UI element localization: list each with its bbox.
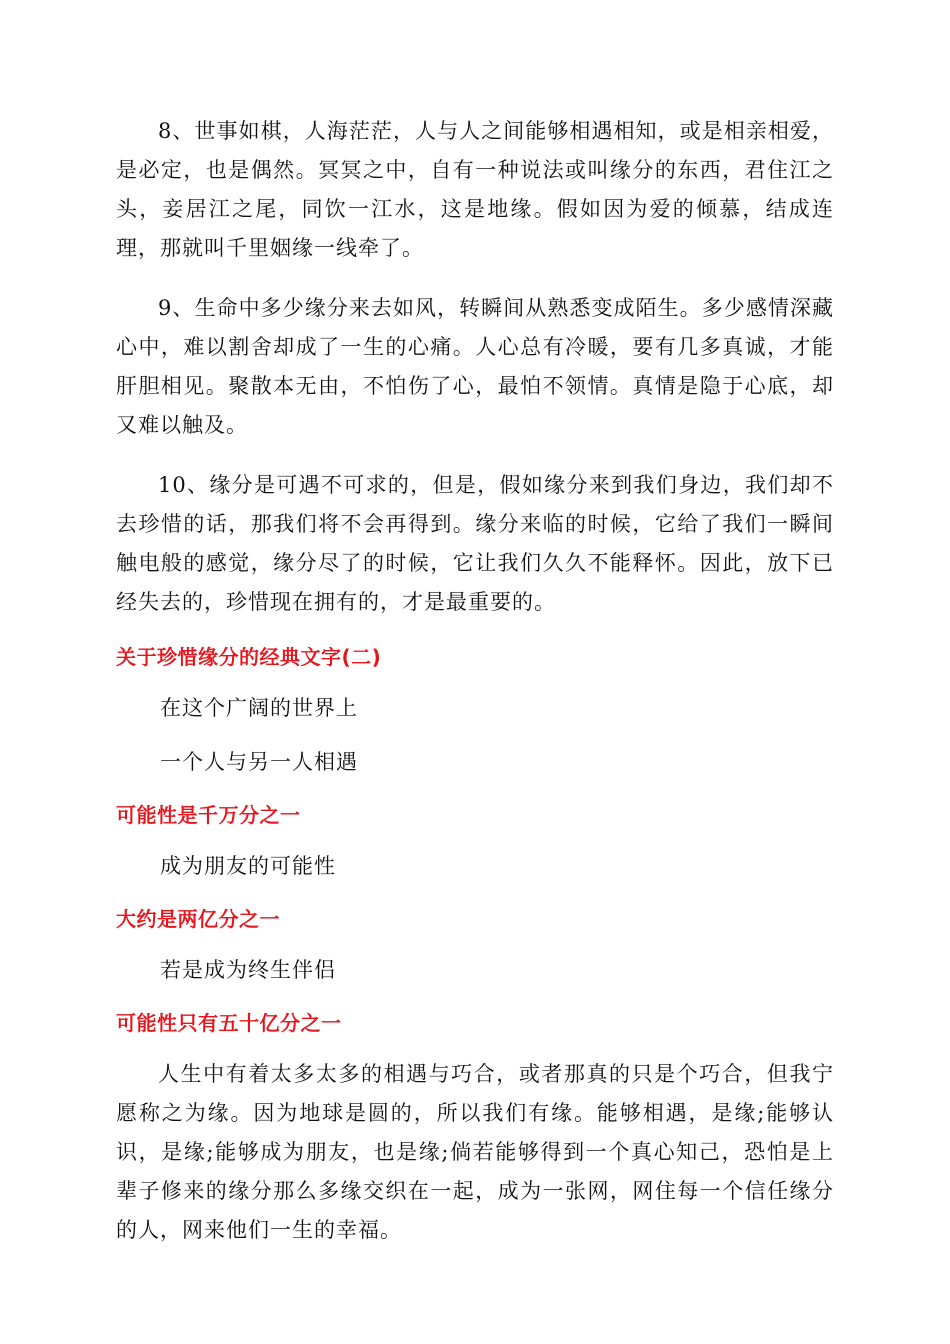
document-page <box>116 112 834 1271</box>
highlight-heading-3: 可能性只有五十亿分之一 <box>116 1011 342 1035</box>
poem-line-1: 在这个广阔的世界上 <box>160 696 358 720</box>
paragraph-bottom: 人生中有着太多太多的相遇与巧合，或者那真的只是个巧合，但我宁愿称之为缘。因为地球是圆的，所以我们有缘。能够相遇，是缘;能够认识，是缘;能够成为朋友，也是缘;倘若能够得到一个真心知己，恐怕是上辈子修来的缘分那么多缘交织在一起，成为一张网，网住每一个信任缘分的人，网来他们一生的幸福。 <box>116 1062 834 1242</box>
poem-line-3: 成为朋友的可能性 <box>160 854 336 878</box>
highlight-heading-2: 大约是两亿分之一 <box>116 907 280 931</box>
poem-line-2: 一个人与另一人相遇 <box>160 750 358 774</box>
paragraph-8: 8、世事如棋，人海茫茫，人与人之间能够相遇相知，或是相亲相爱，是必定，也是偶然。冥冥之中，自有一种说法或叫缘分的东西，君住江之头，妾居江之尾，同饮一江水，这是地缘。假如因为爱的倾慕，结成连理，那就叫千里姻缘一线牵了。 <box>116 119 834 260</box>
paragraph-9: 9、生命中多少缘分来去如风，转瞬间从熟悉变成陌生。多少感情深藏心中，难以割舍却成了一生的心痛。人心总有冷暖，要有几多真诚，才能肝胆相见。聚散本无由，不怕伤了心，最怕不领情。真情是隐于心底，却又难以触及。 <box>116 296 834 437</box>
highlight-heading-1: 可能性是千万分之一 <box>116 803 301 827</box>
paragraph-10: 10、缘分是可遇不可求的，但是，假如缘分来到我们身边，我们却不去珍惜的话，那我们将不会再得到。缘分来临的时候，它给了我们一瞬间触电般的感觉，缘分尽了的时候，它让我们久久不能释怀。因此，放下已经失去的，珍惜现在拥有的，才是最重要的。 <box>116 473 834 614</box>
poem-line-4: 若是成为终生伴侣 <box>160 958 336 982</box>
section-heading: 关于珍惜缘分的经典文字(二) <box>116 645 382 669</box>
